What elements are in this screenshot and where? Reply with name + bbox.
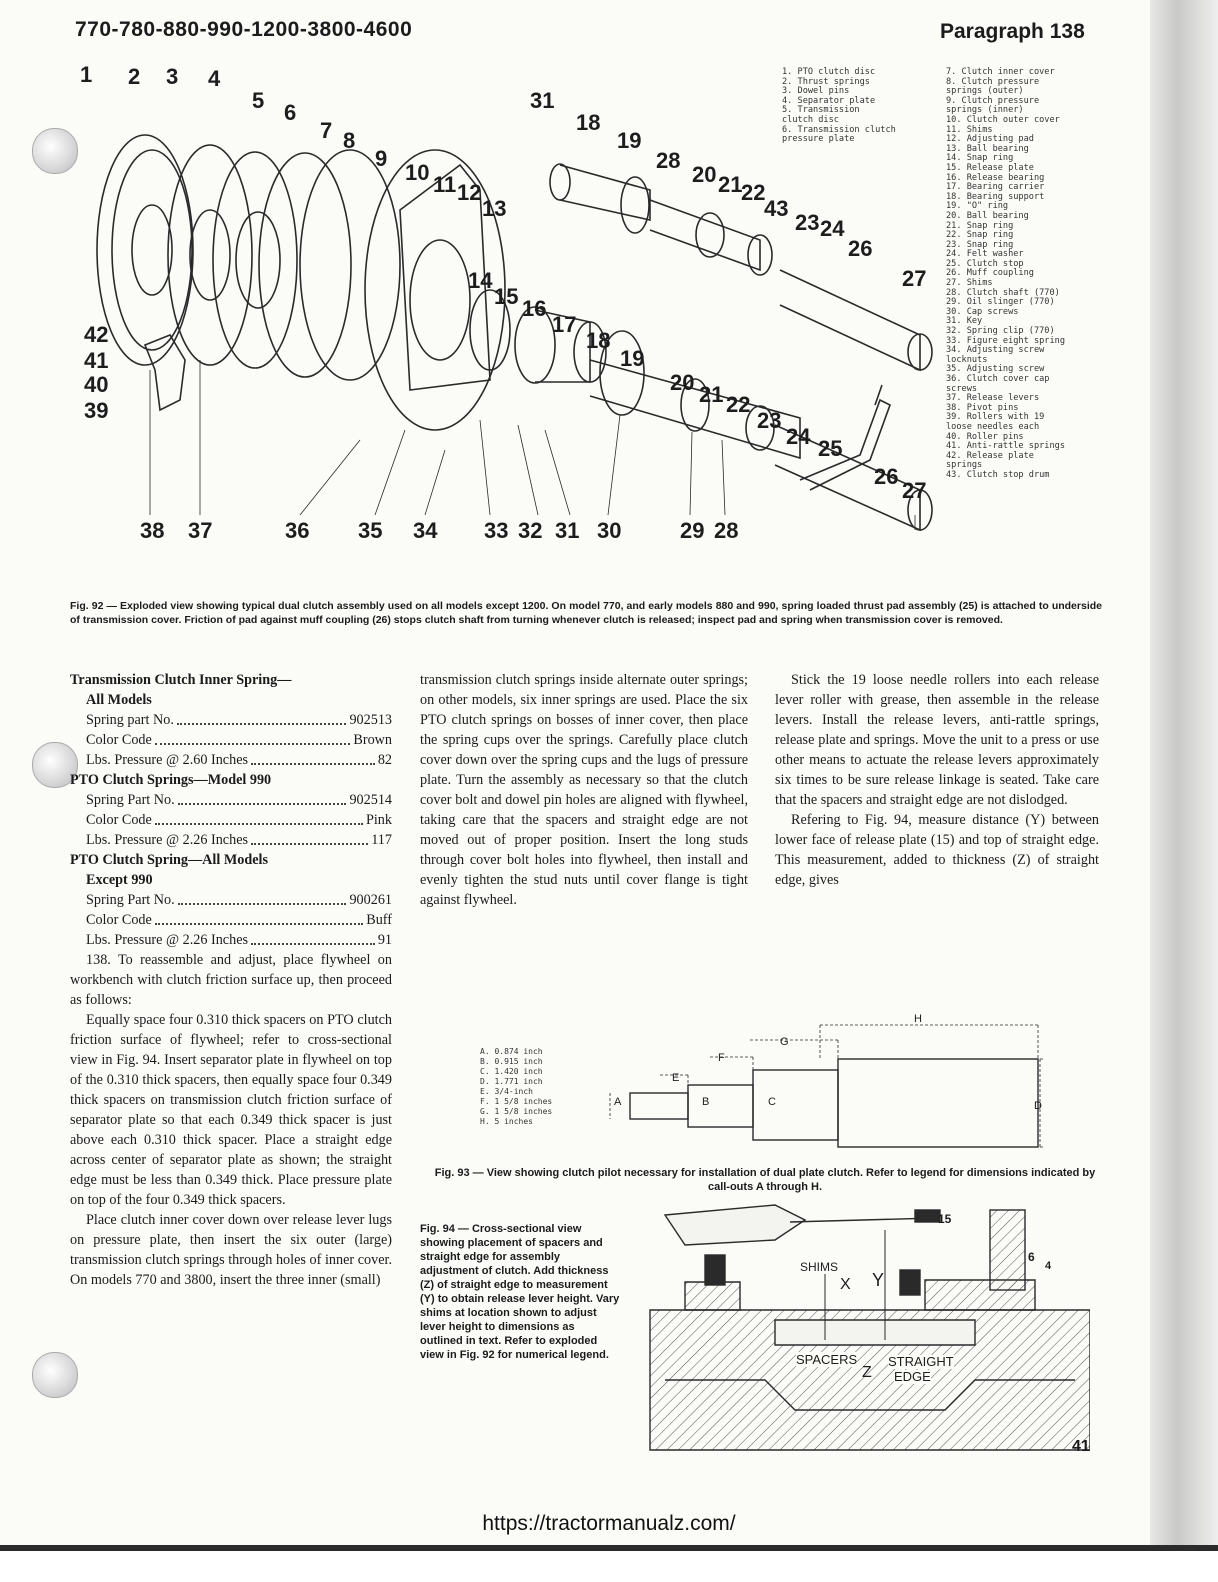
figure-92-legend-col1: [782, 68, 896, 145]
legend-item: clutch disc: [782, 114, 839, 125]
callout-4: 4: [208, 66, 221, 91]
page-number: 41: [1072, 1438, 1090, 1455]
spec-row: [70, 830, 392, 850]
text-column-2: [420, 670, 748, 910]
dim-label-a: A: [614, 1096, 622, 1108]
callout-19-upper: 19: [617, 128, 642, 153]
dim-label-h: H: [914, 1013, 922, 1025]
footer-url[interactable]: https://tractormanualz.com/: [482, 1512, 736, 1535]
spec-title: PTO Clutch Spring—All Models: [70, 852, 268, 868]
legend-item: 19. "O" ring: [946, 201, 1009, 212]
callout-20-lower: 20: [670, 370, 695, 395]
dimension-item: H. 5 inches: [480, 1117, 533, 1126]
dimension-item: F. 1 5/8 inches: [480, 1097, 553, 1106]
spec-label: Lbs. Pressure @ 2.60 Inches: [86, 752, 249, 768]
callout-26-lower: 26: [874, 464, 899, 489]
text-column-1: [70, 670, 392, 1290]
spec-subtitle: Except 990: [86, 872, 153, 888]
callout-37: 37: [188, 518, 213, 543]
dimension-item: A. 0.874 inch: [480, 1047, 543, 1056]
callout-31-upper: 31: [530, 88, 555, 113]
leader-dots: [155, 730, 351, 745]
legend-item: 25. Clutch stop: [946, 258, 1024, 269]
legend-item: 2. Thrust springs: [782, 76, 870, 87]
legend-item: 40. Roller pins: [946, 431, 1024, 442]
legend-item: 26. Muff coupling: [946, 268, 1034, 279]
spec-label: Color Code: [86, 732, 152, 748]
text-column-3: [775, 670, 1099, 890]
leader-dots: [251, 750, 375, 765]
legend-item: springs (inner): [946, 105, 1024, 116]
legend-item: 35. Adjusting screw: [946, 364, 1045, 375]
callout-28-lower: 28: [714, 518, 739, 543]
paragraph-138: 138. To reassemble and adjust, place flywheel on workbench with clutch friction surface up, then proceed as follows:: [70, 952, 392, 1008]
legend-item: 3. Dowel pins: [782, 86, 850, 97]
binder-hole-bottom: [32, 1352, 78, 1398]
callout-24-upper: 24: [820, 216, 845, 241]
legend-item: 6. Transmission clutch: [782, 124, 896, 135]
spec-row: [70, 810, 392, 830]
callout-27-lower: 27: [902, 478, 927, 503]
legend-item: 34. Adjusting screw: [946, 345, 1045, 356]
callout-2: 2: [128, 64, 141, 89]
dimension-z-label: Z: [862, 1364, 872, 1381]
callout-23-lower: 23: [757, 408, 782, 433]
callout-40: 40: [84, 372, 109, 397]
leader-dots: [177, 710, 347, 725]
dim-label-g: G: [780, 1036, 789, 1048]
legend-item: 31. Key: [946, 316, 983, 327]
legend-item: locknuts: [946, 354, 988, 365]
paragraph-needle-rollers: Stick the 19 loose needle rollers into each release lever roller with grease, then assemble in the release levers. Install the release levers, anti-rattle springs, release plate and springs. Move the unit to a press or use other means to actuate the release levers approximately six times to be sure release linkage is seated. Take care that the spacers and straight edge are not dislodged.: [775, 672, 1099, 808]
legend-item: 39. Rollers with 19: [946, 412, 1045, 423]
spec-value: 117: [371, 832, 392, 848]
edge-label: EDGE: [894, 1369, 931, 1384]
spec-title: PTO Clutch Springs—Model 990: [70, 772, 272, 788]
callout-31-lower: 31: [555, 518, 580, 543]
callout-9: 9: [375, 146, 388, 171]
callout-27-upper: 27: [902, 266, 927, 291]
leader-dots: [155, 810, 363, 825]
figure-93-caption: Fig. 93 — View showing clutch pilot necessary for installation of dual plate clutch. Refer to legend for dimensions indicated by call-outs A through H.: [434, 1167, 1096, 1193]
section-callout-15: 15: [938, 1212, 952, 1226]
spec-row: [70, 910, 392, 930]
legend-item: 21. Snap ring: [946, 220, 1014, 231]
legend-item: 15. Release plate: [946, 162, 1034, 173]
callout-18-upper: 18: [576, 110, 601, 135]
legend-item: loose needles each: [946, 421, 1040, 432]
callout-11: 11: [433, 172, 457, 197]
legend-item: 17. Bearing carrier: [946, 182, 1045, 193]
dim-label-e: E: [672, 1072, 680, 1084]
legend-item: 18. Bearing support: [946, 191, 1045, 202]
dimension-x-label: X: [840, 1276, 851, 1293]
spec-value: 91: [377, 932, 392, 948]
legend-item: springs (outer): [946, 86, 1024, 97]
callout-25: 25: [818, 436, 843, 461]
callout-16: 16: [522, 296, 547, 321]
callout-26-upper: 26: [848, 236, 873, 261]
dim-label-b: B: [702, 1096, 710, 1108]
spec-title: Transmission Clutch Inner Spring—: [70, 672, 292, 688]
legend-item: 41. Anti-rattle springs: [946, 441, 1065, 452]
figure-93-dimension-legend: [480, 1047, 552, 1127]
legend-item: 7. Clutch inner cover: [946, 67, 1055, 77]
transmission-clutch-disc: [213, 152, 297, 368]
legend-item: springs: [946, 460, 983, 471]
shims-label: SHIMS: [800, 1260, 839, 1274]
callout-1: 1: [80, 62, 93, 87]
dim-label-f: F: [718, 1052, 725, 1064]
callout-24-lower: 24: [786, 424, 811, 449]
spec-label: Color Code: [86, 912, 152, 928]
callout-19-lower: 19: [620, 346, 645, 371]
callout-35: 35: [358, 518, 383, 543]
legend-item: 23. Snap ring: [946, 239, 1014, 250]
spec-label: Spring Part No.: [86, 792, 175, 808]
leader-dots: [251, 930, 375, 945]
legend-item: 33. Figure eight spring: [946, 335, 1065, 346]
callout-21-upper: 21: [718, 172, 743, 197]
spec-row: [70, 790, 392, 810]
spec-value: 902513: [349, 712, 392, 728]
legend-item: 10. Clutch outer cover: [946, 114, 1060, 125]
callout-12: 12: [457, 180, 482, 205]
callout-30: 30: [597, 518, 622, 543]
paragraph-spacers: Equally space four 0.310 thick spacers on PTO clutch friction surface of flywheel; refer to cross-sectional view in Fig. 94. Insert separator plate in flywheel on top of the 0.310 thick spacers, then equally space four 0.349 thick spacers on transmission clutch friction surface of separator plate so that each 0.349 thick spacer is just above each 0.310 thick spacer. Place a straight edge across center of separator plate as shown; the straight edge must be less than 0.349 thick. Place pressure plate on top of the four 0.349 thick spacers.: [70, 1012, 392, 1208]
legend-item: 24. Felt washer: [946, 249, 1024, 260]
callout-23-upper: 23: [795, 210, 820, 235]
legend-item: 9. Clutch pressure: [946, 95, 1040, 106]
upper-shaft: [560, 165, 650, 220]
paragraph-springs: transmission clutch springs inside alternate outer springs; on other models, six inner springs are used. Place the six PTO clutch springs on bosses of inner cover, then place the spring cups over the springs. Carefully place clutch cover down over the spring cups and the lugs of pressure plate. Turn the assembly as necessary so that the clutch cover bolt and dowel pin holes are aligned with flywheel, taking care that the spacers and straight edge are not moved out of proper position. Insert the long studs through cover bolt holes into flywheel, then install and evenly tighten the stud nuts until cover flange is tight against flywheel.: [420, 672, 748, 908]
figure-94-caption: Fig. 94 — Cross-sectional view showing placement of spacers and straight edge for assembly adjustment of clutch. Add thickness (Z) of straight edge to measurement (Y) to obtain release lever height. Vary shims at location shown to adjust lever height to dimensions as outlined in text. Refer to exploded view in Fig. 92 for numerical legend.: [420, 1223, 620, 1361]
spec-row: [70, 710, 392, 730]
dimension-item: B. 0.915 inch: [480, 1057, 543, 1066]
legend-item: 32. Spring clip (770): [946, 326, 1055, 337]
callout-15: 15: [494, 284, 519, 309]
spec-label: Spring Part No.: [86, 892, 175, 908]
spec-subtitle: All Models: [86, 692, 152, 708]
spacers-label: SPACERS: [796, 1352, 858, 1367]
spec-label: Lbs. Pressure @ 2.26 Inches: [86, 932, 249, 948]
spec-row: [70, 750, 392, 770]
legend-item: 42. Release plate: [946, 450, 1034, 461]
legend-item: 38. Pivot pins: [946, 402, 1019, 413]
legend-item: 14. Snap ring: [946, 153, 1014, 164]
callout-17: 17: [552, 312, 577, 337]
spec-label: Spring part No.: [86, 712, 174, 728]
figure-92-legend-col2: [946, 68, 1065, 481]
legend-item: 30. Cap screws: [946, 306, 1019, 317]
dimension-item: D. 1.771 inch: [480, 1077, 543, 1086]
leader-dots: [178, 890, 347, 905]
leader-dots: [178, 790, 347, 805]
callout-3: 3: [166, 64, 179, 89]
release-lever: [145, 335, 185, 410]
dim-label-c: C: [768, 1096, 776, 1108]
legend-item: 43. Clutch stop drum: [946, 469, 1050, 480]
separator-plate: [168, 145, 252, 365]
callout-34: 34: [413, 518, 438, 543]
callout-20-upper: 20: [692, 162, 717, 187]
callout-32: 32: [518, 518, 543, 543]
section-callout-4: 4: [1045, 1260, 1052, 1272]
callout-29: 29: [680, 518, 705, 543]
dimension-y-label: Y: [872, 1270, 885, 1290]
callout-21-lower: 21: [699, 382, 724, 407]
clutch-inner-cover: [300, 150, 400, 380]
legend-item: 28. Clutch shaft (770): [946, 287, 1060, 298]
callout-13: 13: [482, 196, 507, 221]
legend-item: 27. Shims: [946, 278, 993, 289]
callout-22-lower: 22: [726, 392, 751, 417]
model-list-header: 770-780-880-990-1200-3800-4600: [75, 18, 413, 41]
leader-dots: [155, 910, 363, 925]
spec-label: Color Code: [86, 812, 152, 828]
leader-dots: [251, 830, 368, 845]
legend-item: 11. Shims: [946, 124, 993, 135]
spec-value: Brown: [353, 732, 392, 748]
figure-92-caption: Fig. 92 — Exploded view showing typical dual clutch assembly used on all models except 1200. On model 770, and early models 880 and 990, spring loaded thrust pad assembly (25) is attached to underside of transmission cover. Friction of pad against muff coupling (26) stops clutch shaft from turning whenever clutch is released; inspect pad and spring when transmission cover is removed.: [70, 600, 1102, 626]
legend-item: 4. Separator plate: [782, 95, 876, 106]
spec-row: [70, 730, 392, 750]
spec-value: Pink: [365, 812, 392, 828]
callout-6: 6: [284, 100, 297, 125]
legend-item: 29. Oil slinger (770): [946, 297, 1055, 308]
callout-33: 33: [484, 518, 509, 543]
spec-value: 902514: [349, 792, 392, 808]
muff-coupling-upper: [780, 270, 920, 370]
section-callout-6: 6: [1028, 1250, 1035, 1264]
dimension-item: C. 1.420 inch: [480, 1067, 543, 1076]
pressure-plate: [259, 153, 351, 377]
callout-22-upper: 22: [741, 180, 766, 205]
clutch-cross-section-drawing: [645, 1200, 1090, 1455]
callout-42: 42: [84, 322, 109, 347]
callout-5: 5: [252, 88, 265, 113]
spec-value: 900261: [349, 892, 392, 908]
straight-label: STRAIGHT: [888, 1354, 954, 1369]
legend-item: screws: [946, 383, 978, 394]
legend-item: 16. Release bearing: [946, 172, 1045, 183]
legend-item: 5. Transmission: [782, 105, 860, 116]
callout-18-lower: 18: [586, 328, 611, 353]
legend-item: pressure plate: [782, 134, 855, 145]
callout-36: 36: [285, 518, 310, 543]
callout-7: 7: [320, 118, 333, 143]
spec-row: [70, 930, 392, 950]
callout-8: 8: [343, 128, 356, 153]
callout-41: 41: [84, 348, 109, 373]
spec-row: [70, 890, 392, 910]
legend-item: 37. Release levers: [946, 393, 1040, 404]
dimension-item: G. 1 5/8 inches: [480, 1107, 553, 1116]
bottom-border: [0, 1545, 1218, 1551]
callout-10: 10: [405, 160, 430, 185]
callout-28-upper: 28: [656, 148, 681, 173]
callout-43: 43: [764, 196, 789, 221]
paragraph-measure: Refering to Fig. 94, measure distance (Y) between lower face of release plate (15) and top of straight edge. This measurement, added to thickness (Z) of straight edge, gives: [775, 812, 1099, 888]
callout-39: 39: [84, 398, 109, 423]
page-edge-shadow: [1150, 0, 1218, 1550]
dim-label-d: D: [1034, 1100, 1042, 1112]
legend-item: 36. Clutch cover cap: [946, 374, 1050, 384]
spec-label: Lbs. Pressure @ 2.26 Inches: [86, 832, 249, 848]
legend-item: 13. Ball bearing: [946, 143, 1029, 154]
paragraph-header: Paragraph 138: [940, 20, 1085, 43]
legend-item: 20. Ball bearing: [946, 210, 1029, 221]
legend-item: 1. PTO clutch disc: [782, 67, 876, 77]
legend-item: 8. Clutch pressure: [946, 76, 1040, 87]
spring-specs: [70, 670, 392, 950]
legend-item: 22. Snap ring: [946, 230, 1014, 241]
callout-14: 14: [468, 268, 493, 293]
paragraph-inner-cover: Place clutch inner cover down over release lever lugs on pressure plate, then insert the six outer (large) transmission clutch springs through holes of inner cover. On models 770 and 3800, insert the three inner (small): [70, 1212, 392, 1288]
callout-38: 38: [140, 518, 165, 543]
spec-value: 82: [377, 752, 392, 768]
clutch-pilot-drawing: [600, 1015, 1090, 1155]
spec-value: Buff: [366, 912, 392, 928]
dimension-item: E. 3/4-inch: [480, 1087, 533, 1096]
legend-item: 12. Adjusting pad: [946, 134, 1034, 145]
